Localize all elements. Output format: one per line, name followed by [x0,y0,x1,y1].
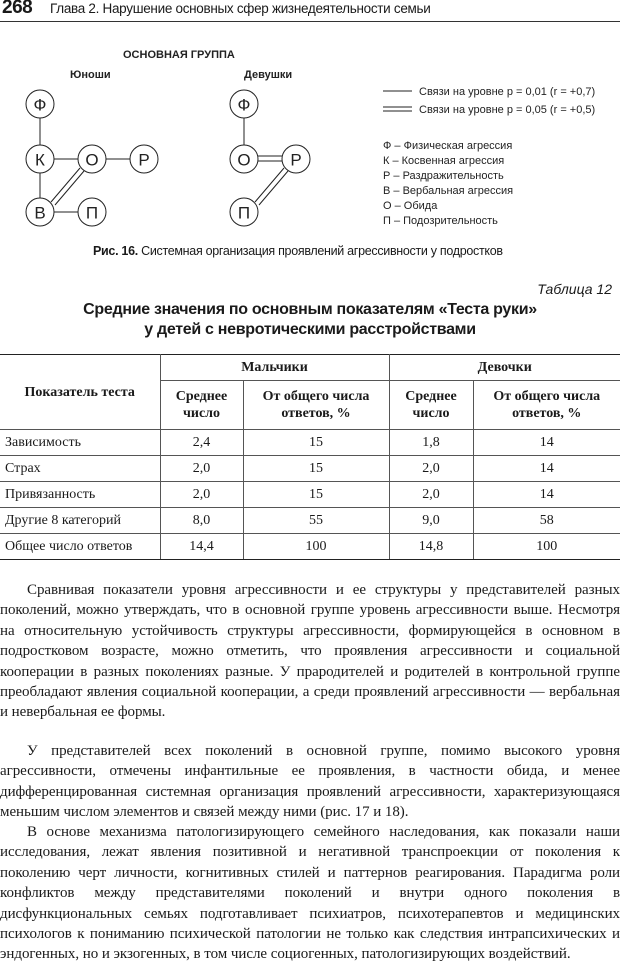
panel-left-title: Юноши [70,69,111,81]
col-header-mean [389,381,473,430]
col-header-share [473,381,620,430]
cell-boys-pct: 55 [243,508,389,534]
cell-boys-pct: 100 [243,534,389,560]
cell-girls-mean: 2,0 [389,482,473,508]
header-line: Среднее [405,389,457,404]
figure-caption [93,244,503,258]
cell-girls-mean: 9,0 [389,508,473,534]
table-label: Таблица 12 [537,281,612,297]
node-label: П [85,203,99,223]
node-label: Р [138,150,150,170]
header-line: От общего числа [262,389,370,404]
table-title [0,300,620,340]
page-header [0,0,620,22]
node-label: Ф [33,95,47,115]
header-line: ответов, % [281,406,351,421]
header-rule [0,21,620,22]
table-row [0,534,620,560]
table-row [0,482,620,508]
header-line: число [412,406,450,421]
row-label: Общее число ответов [0,534,160,560]
figure-caption-text: Системная организация проявлений агрессивности у подростков [141,244,503,258]
panel-right-title: Девушки [244,69,293,81]
node-label: Р [290,150,302,170]
cell-boys-mean: 2,0 [160,482,243,508]
body-paragraph: Сравнивая показатели уровня агрессивности и ее структуры у представителей разных поколений, можно утверждать, что в основной группе уровень агрессивности выше. Несмотря на относительную устойчивость структуры агрессивности, формирующейся в основном в подростковом возрасте, можно отметить, что проявления агрессивности и социальной кооперации в разных поколениях разные. У прародителей и родителей в контрольной группе преобладают явления социальной кооперации, а среди проявлений агрессивности — вербальная и невербальная ее формы. [0,582,620,721]
cell-boys-pct: 15 [243,456,389,482]
edge-r-p-b [259,171,288,205]
legend-abbrev: Ф – Физическая агрессия [383,140,513,152]
col-group-boys: Мальчики [160,355,389,381]
table-row [0,508,620,534]
row-label: Привязанность [0,482,160,508]
cell-boys-mean: 8,0 [160,508,243,534]
col-header-mean [160,381,243,430]
cell-girls-mean: 14,8 [389,534,473,560]
running-head: Глава 2. Нарушение основных сфер жизнедеятельности семьи [50,1,431,16]
figure-legend [383,86,595,227]
node-label: О [85,150,99,170]
figure-caption-label: Рис. 16. [93,244,138,258]
cell-boys-mean: 14,4 [160,534,243,560]
node-label: О [237,150,251,170]
legend-line-label: Связи на уровне р = 0,05 (r = +0,5) [419,104,596,116]
cell-girls-mean: 1,8 [389,430,473,456]
legend-line-label: Связи на уровне р = 0,01 (r = +0,7) [419,86,596,98]
legend-abbrev: Р – Раздражительность [383,170,504,182]
aggression-diagram [0,40,620,240]
cell-boys-pct: 15 [243,482,389,508]
right-panel-nodes [230,90,310,226]
page-number: 268 [2,0,33,18]
edge-o-v-b [55,171,84,205]
cell-boys-pct: 15 [243,430,389,456]
col-group-girls: Девочки [389,355,620,381]
cell-girls-pct: 58 [473,508,620,534]
cell-girls-pct: 100 [473,534,620,560]
header-line: От общего числа [493,389,601,404]
edge-r-p-a [255,168,284,202]
legend-abbrev: К – Косвенная агрессия [383,155,505,167]
cell-girls-pct: 14 [473,430,620,456]
legend-abbrev: О – Обида [383,200,438,212]
legend-abbrev: В – Вербальная агрессия [383,185,514,197]
node-label: П [237,203,251,223]
cell-girls-pct: 14 [473,482,620,508]
col-header-indicator: Показатель теста [0,355,160,430]
header-line: ответов, % [512,406,582,421]
node-label: Ф [237,95,251,115]
row-label: Страх [0,456,160,482]
left-panel-nodes [26,90,158,226]
header-line: число [182,406,221,421]
results-table [0,354,620,560]
table-title-line: Средние значения по основным показателям «Теста руки» [83,301,537,318]
table-title-line: у детей с невротическими расстройствами [144,321,476,338]
table-row [0,430,620,456]
col-header-share [243,381,389,430]
row-label: Другие 8 категорий [0,508,160,534]
legend-abbrev: П – Подозрительность [383,215,498,227]
cell-boys-mean: 2,0 [160,456,243,482]
cell-girls-pct: 14 [473,456,620,482]
figure-16 [0,40,620,275]
edge-o-v-a [51,168,80,202]
header-line: Среднее [175,389,228,404]
cell-girls-mean: 2,0 [389,456,473,482]
cell-boys-mean: 2,4 [160,430,243,456]
table-row [0,456,620,482]
figure-group-title: ОСНОВНАЯ ГРУППА [123,49,235,61]
body-paragraph: У представителей всех поколений в основной группе, помимо высокого уровня агрессивности, отмечены инфантильные ее проявления, в частности обида, и менее дифференцированная системная организация проявлений агрессивности, характеризующаяся меньшим числом элементов и связей между ними (рис. 17 и 18). [0,743,620,821]
body-paragraph: В основе механизма патологизирующего семейного наследования, как показали наши исследования, лежат явления позитивной и негативной транспроекции от поколения к поколению черт личности, когнитивных стилей и паттернов реагирования. Парадигма роли конфликтов между представителями поколений и внутри одного поколения в дисфункциональных семьях подготавливает психиатров, психотерапевтов и медицинских психологов к пониманию психической патологии не только как следствия интрапсихических и эндогенных, но и экзогенных, в том числе социогенных, патологизирующих воздействий. [0,824,620,963]
node-label: К [35,150,45,170]
node-label: В [34,203,46,223]
row-label: Зависимость [0,430,160,456]
